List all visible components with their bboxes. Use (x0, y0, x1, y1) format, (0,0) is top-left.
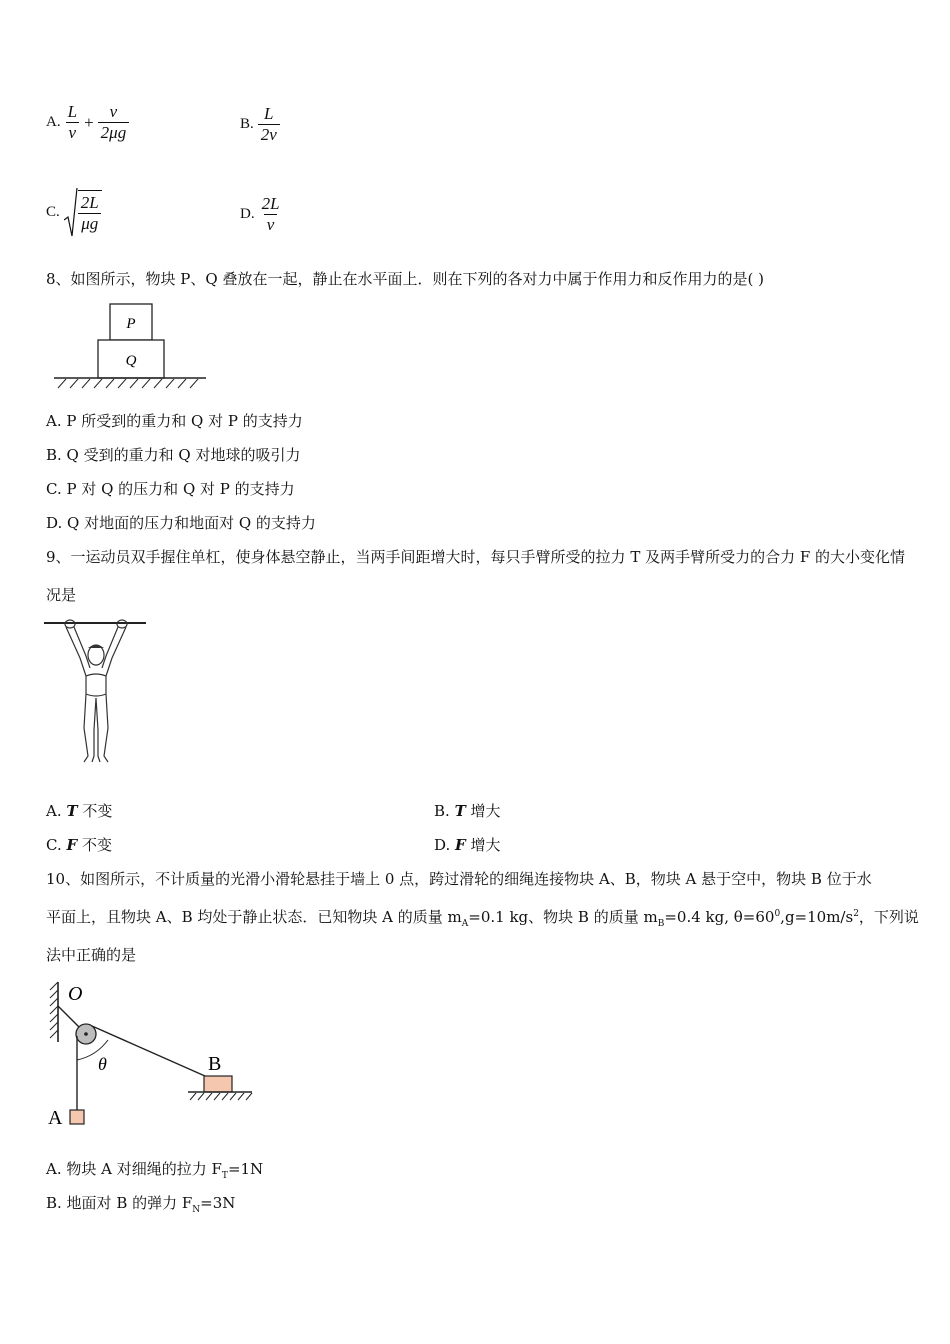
fraction (259, 194, 283, 235)
superscript: 0 (774, 909, 781, 919)
block-q-label: Q (125, 353, 137, 369)
fraction (65, 102, 80, 143)
denominator: μg (78, 213, 101, 234)
radical-sign-icon (64, 186, 78, 238)
fraction (78, 193, 102, 234)
option-label: A. (46, 114, 61, 130)
plus-sign: + (84, 112, 94, 132)
q8-option-c: C. P 对 Q 的压力和 Q 对 P 的支持力 (46, 480, 295, 498)
denominator: v (66, 122, 80, 143)
numerator: 2L (80, 193, 99, 212)
q10-pulley-figure (44, 976, 258, 1132)
q9-option-c (46, 834, 112, 855)
q7-option-a (46, 102, 129, 143)
option-text: =3N (200, 1194, 236, 1212)
fraction (98, 102, 130, 143)
option-text: =1N (227, 1160, 264, 1178)
denominator: v (264, 214, 278, 235)
q7-option-b (240, 104, 280, 145)
option-label: D. (240, 206, 255, 222)
variable-f: F (66, 836, 78, 854)
q10-stem-line2 (46, 906, 919, 929)
subscript: T (221, 1171, 228, 1181)
q7-option-d (240, 194, 283, 235)
option-label: B. (240, 116, 254, 132)
option-text: A. 物块 A 对细绳的拉力 F (46, 1160, 222, 1178)
subscript: B (657, 919, 665, 929)
numerator: L (264, 104, 274, 123)
q8-stem: 8、如图所示，物块 P、Q 叠放在一起，静止在水平面上．则在下列的各对力中属于作用力和反作用力的是( ) (46, 270, 764, 288)
numerator: 2L (261, 194, 280, 213)
angle-theta-label: θ (98, 1054, 107, 1074)
q8-option-d: D. Q 对地面的压力和地面对 Q 的支持力 (46, 514, 316, 532)
numerator: L (67, 102, 78, 121)
option-text: 不变 (82, 802, 113, 820)
block-a-label: A (48, 1107, 63, 1129)
option-label: B. (434, 802, 450, 820)
q8-option-a: A. P 所受到的重力和 Q 对 P 的支持力 (46, 412, 303, 430)
stem-text: 平面上，且物块 A、B 均处于静止状态．已知物块 A 的质量 m (46, 908, 462, 926)
subscript: A (461, 919, 469, 929)
q9-option-d (434, 834, 501, 855)
option-text: B. 地面对 B 的弹力 F (46, 1194, 193, 1212)
q10-stem-line1: 10、如图所示，不计质量的光滑小滑轮悬挂于墙上 0 点，跨过滑轮的细绳连接物块 A、B，物块 A 悬于空中，物块 B 位于水 (46, 870, 872, 888)
option-label: C. (46, 836, 62, 854)
option-label: C. (46, 203, 60, 220)
option-text: 不变 (81, 836, 112, 854)
q9-gymnast-figure (44, 618, 148, 768)
option-label: A. (46, 802, 62, 820)
q10-stem-line3: 法中正确的是 (46, 946, 137, 964)
numerator: v (109, 102, 118, 121)
subscript: N (192, 1205, 201, 1215)
denominator: 2v (258, 124, 280, 145)
option-label: D. (434, 836, 451, 854)
stem-text: ,g=10m/s (780, 908, 854, 926)
variable-t: T (454, 802, 466, 820)
q8-stacked-blocks-figure (52, 300, 212, 392)
q10-option-b (46, 1192, 235, 1215)
q9-option-b (434, 800, 501, 821)
stem-text: =0.4 kg, θ=60 (664, 908, 775, 926)
q10-option-a (46, 1158, 263, 1181)
q8-option-b: B. Q 受到的重力和 Q 对地球的吸引力 (46, 446, 301, 464)
block-p-label: P (126, 316, 136, 332)
denominator: 2μg (98, 122, 130, 143)
fraction (258, 104, 280, 145)
q7-option-c (46, 186, 102, 238)
block-b-label: B (208, 1053, 222, 1075)
option-text: 增大 (470, 836, 501, 854)
option-text: 增大 (470, 802, 501, 820)
square-root (64, 186, 102, 238)
variable-f: F (455, 836, 466, 854)
variable-t: T (66, 802, 78, 820)
superscript: 2 (853, 909, 859, 919)
q9-stem: 9、一运动员双手握住单杠，使身体悬空静止，当两手间距增大时，每只手臂所受的拉力 T 及两手臂所受力的合力 F 的大小变化情况是 (46, 548, 906, 604)
point-o-label: O (68, 983, 83, 1005)
q9-option-a (46, 800, 112, 821)
stem-text: ，下列说 (858, 908, 919, 926)
stem-text: =0.1 kg、物块 B 的质量 m (468, 908, 658, 926)
